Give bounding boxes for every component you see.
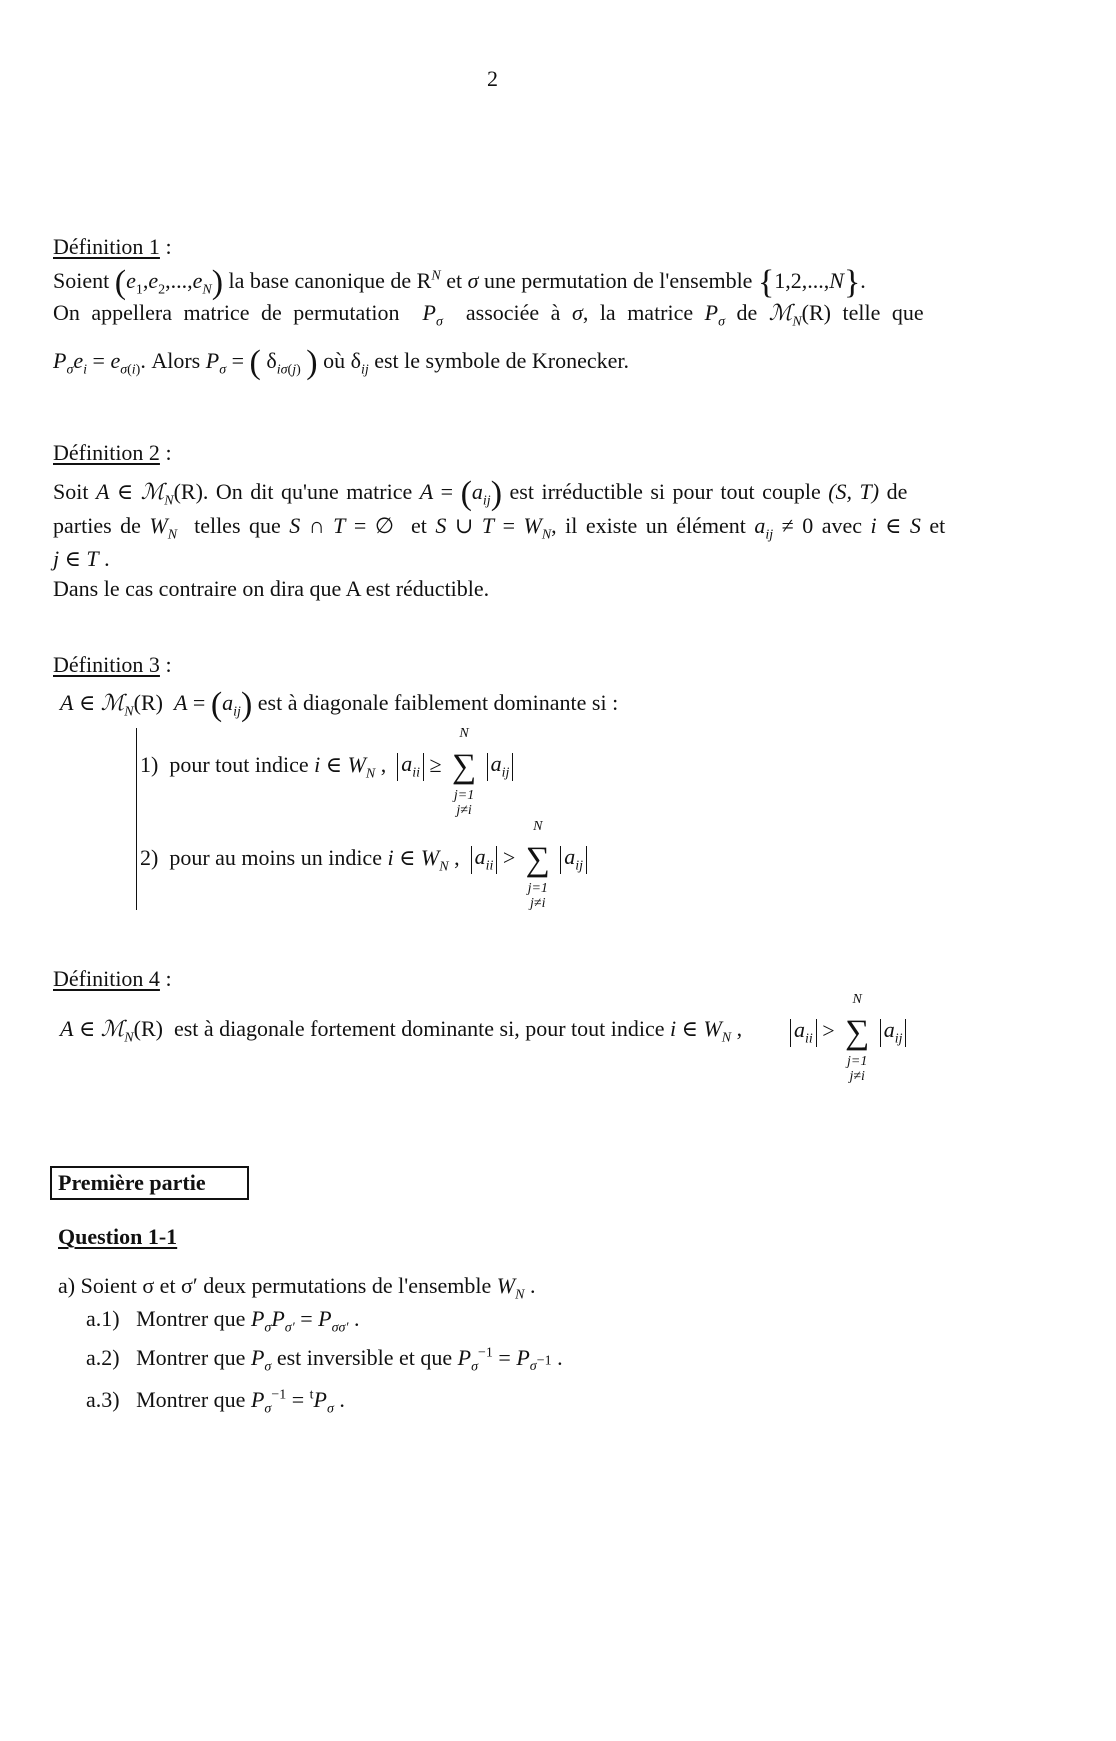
def3-cond2-text: pour au moins un indice <box>169 845 382 871</box>
def1-text-l: est le symbole de Kronecker. <box>374 348 629 373</box>
definition-1-title: Définition 1 <box>53 234 160 259</box>
def1-text-c: et <box>446 268 463 293</box>
summation-symbol: N ∑ j=1 j≠i <box>451 726 477 818</box>
definition-3-condition-2: 2) pour au moins un indice i ∈ $W_N$ , $a_{ii}$ > N ∑ j=1 j≠i $a_{ij}$ <box>140 843 587 877</box>
definition-2-colon: : <box>159 440 172 465</box>
question-a: a) Soient σ et σ′ deux permutations de l'ensemble $W_N$ . <box>58 1273 536 1303</box>
def2-text-j: avec <box>821 513 862 538</box>
def2-text-c: est irréductible si pour tout couple <box>509 479 821 504</box>
definition-2-title: Définition 2 <box>53 440 160 465</box>
definition-2-heading <box>53 440 172 466</box>
definition-4-colon: : <box>159 966 172 991</box>
definition-4-heading <box>53 966 172 992</box>
def1-text-k: où <box>323 348 346 373</box>
def1-text-f: associée à <box>465 300 561 325</box>
def1-text-d: une permutation de l'ensemble <box>483 268 753 293</box>
def2-text-e: de <box>886 479 908 504</box>
def1-text-a: Soient <box>53 268 110 293</box>
def1-text-g: , la matrice <box>582 300 694 325</box>
def2-text-d: (S, T) <box>828 479 880 504</box>
definition-1-line-1: Soient $(e_1,e_2,...,e_N)$ la base canonique de $R^N$ et σ une permutation de l'ensemble {1,2,...,N}. <box>53 264 866 301</box>
question-a1-text: Montrer que <box>136 1306 246 1331</box>
definition-2-line-2: parties de $W_N$ telles que S ∩ T = ∅ et S ∪ $T = W_N$, il existe un élément $a_{ij} \ne 0$ avec i ∈ S et <box>53 513 946 543</box>
definition-3-title: Définition 3 <box>53 652 160 677</box>
question-a3-label: a.3) <box>86 1387 120 1412</box>
def3-text-b: est à diagonale faiblement dominante si : <box>257 690 619 715</box>
def1-text-j: . Alors <box>140 348 201 373</box>
definition-3-bracket <box>136 728 137 910</box>
summation-symbol: N ∑ j=1 j≠i <box>845 992 870 1084</box>
def2-text-a: Soit <box>53 479 89 504</box>
question-title: Question 1-1 <box>58 1224 178 1249</box>
definition-4-title: Définition 4 <box>53 966 160 991</box>
definition-3-condition-1: 1) pour tout indice i ∈ $W_N$ , $a_{ii}$ ≥ N ∑ j=1 j≠i $a_{ij}$ <box>140 750 513 784</box>
question-a3-text: Montrer que <box>136 1387 246 1412</box>
def3-cond1-label: 1) <box>140 752 159 778</box>
definition-3-heading <box>53 652 172 678</box>
question-a-text: a) Soient σ et σ′ deux permutations de l'ensemble <box>58 1273 492 1298</box>
def3-cond2-label: 2) <box>140 845 159 871</box>
def1-text-h: de <box>736 300 758 325</box>
definition-2-line-3: j ∈ T . <box>53 546 110 571</box>
question-a2-mid: est inversible et que <box>276 1345 453 1370</box>
def2-text-i: , il existe un élément <box>551 513 746 538</box>
definition-2-line-1: Soit A ∈ ℳ$_N$(R). On dit qu'une matrice $A = (a_{ij})$ est irréductible si pour tout couple (S, T) de <box>53 475 908 512</box>
summation-symbol: N ∑ j=1 j≠i <box>525 819 550 911</box>
def2-text-b: (R). On dit qu'une matrice <box>173 479 413 504</box>
definition-1-line-3: $P_\sigma e_i = e_{\sigma(i)}$. Alors $P_\sigma$ = ( $\delta_{i\sigma(j)}$ ) où $\delta_{ij}$ est le symbole de Kronecker. <box>53 344 629 381</box>
def1-text-b: la base canonique de <box>228 268 412 293</box>
def2-text-k: et <box>929 513 946 538</box>
definition-1-colon: : <box>159 234 172 259</box>
definition-2-line-4: Dans le cas contraire on dira que A est réductible. <box>53 576 490 601</box>
question-a2-text: Montrer que <box>136 1345 246 1370</box>
def3-text-a: (R) <box>133 690 163 715</box>
definition-3-line-1: A ∈ ℳ$_N$(R) $A = (a_{ij})$ est à diagonale faiblement dominante si : <box>60 686 619 723</box>
def2-text-f: parties de <box>53 513 141 538</box>
definition-4-line-1: A ∈ ℳ$_N$(R) est à diagonale fortement dominante si, pour tout indice i ∈ $W_N$ , <box>60 1016 743 1046</box>
def3-cond1-text: pour tout indice <box>169 752 309 778</box>
definition-1-heading <box>53 234 172 260</box>
definition-1-line-2: On appellera matrice de permutation $P_\sigma$ associée à σ, la matrice $P_\sigma$ de ℳ$_N$(R) telle que <box>53 300 924 330</box>
def1-text-e: On appellera matrice de permutation <box>53 300 400 325</box>
question-a2: a.2) Montrer que $P_\sigma$ est inversible et que $P_\sigma^{-1} = P_{\sigma^{-1}}$ . <box>86 1345 563 1375</box>
part-title: Première partie <box>50 1166 249 1200</box>
question-a1-label: a.1) <box>86 1306 120 1331</box>
definition-4-formula: $a_{ii}$ > N ∑ j=1 j≠i $a_{ij}$ <box>790 1016 906 1050</box>
question-a3: a.3) Montrer que $P_\sigma^{-1} = ^tP_\sigma$ . <box>86 1387 345 1417</box>
definition-3-colon: : <box>159 652 172 677</box>
def4-text-a: (R) <box>133 1016 163 1041</box>
def2-text-h: et <box>411 513 427 538</box>
def1-text-i: (R) telle que <box>801 300 924 325</box>
question-a2-label: a.2) <box>86 1345 120 1370</box>
def2-text-g: telles que <box>194 513 281 538</box>
def4-text-b: est à diagonale fortement dominante si, pour tout indice <box>173 1016 665 1041</box>
page-number: 2 <box>487 66 498 91</box>
question-a1: a.1) Montrer que $P_\sigma P_{\sigma'} = P_{\sigma\sigma'}$ . <box>86 1306 360 1336</box>
